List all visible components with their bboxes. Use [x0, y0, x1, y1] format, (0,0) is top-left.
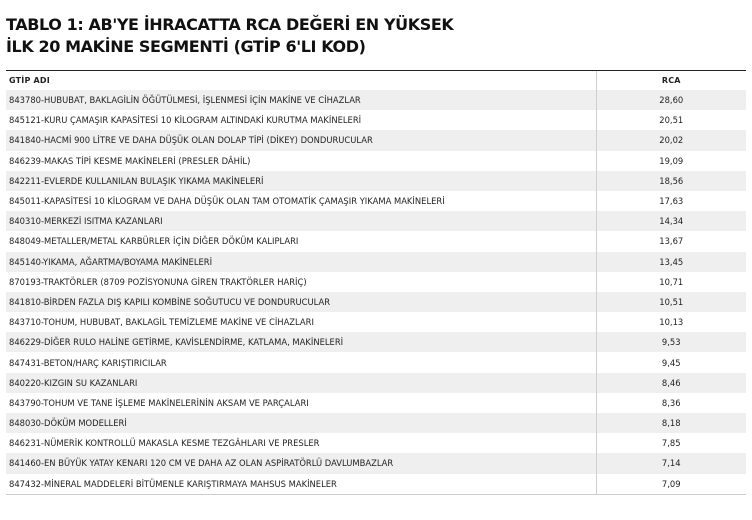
table-bottom-rule — [6, 494, 746, 495]
column-header-gtip-adi: GTİP ADI — [6, 71, 596, 90]
rca-table — [6, 71, 746, 494]
rca-value-cell: 13,45 — [596, 252, 746, 272]
table-row — [6, 231, 746, 251]
table-body — [6, 90, 746, 494]
gtip-name-cell: 840310-MERKEZİ ISITMA KAZANLARI — [6, 211, 596, 231]
table-header-row — [6, 71, 746, 90]
gtip-name-cell: 846229-DİĞER RULO HALİNE GETİRME, KAVİSLENDİRME, KATLAMA, MAKİNELERİ — [6, 332, 596, 352]
gtip-name-cell: 843710-TOHUM, HUBUBAT, BAKLAGİL TEMİZLEME MAKİNE VE CİHAZLARI — [6, 312, 596, 332]
rca-value-cell: 8,46 — [596, 373, 746, 393]
gtip-name-cell: 845011-KAPASİTESİ 10 KİLOGRAM VE DAHA DÜŞÜK OLAN TAM OTOMATİK ÇAMAŞIR YIKAMA MAKİNELERİ — [6, 191, 596, 211]
table-row — [6, 332, 746, 352]
table-row — [6, 474, 746, 494]
table-row — [6, 130, 746, 150]
rca-value-cell: 9,53 — [596, 332, 746, 352]
rca-value-cell: 7,09 — [596, 474, 746, 494]
gtip-name-cell: 841840-HACMİ 900 LİTRE VE DAHA DÜŞÜK OLAN DOLAP TİPİ (DİKEY) DONDURUCULAR — [6, 130, 596, 150]
rca-value-cell: 14,34 — [596, 211, 746, 231]
rca-table-container — [6, 70, 746, 495]
gtip-name-cell: 846231-NÜMERİK KONTROLLÜ MAKASLA KESME TEZGÂHLARI VE PRESLER — [6, 433, 596, 453]
table-title — [6, 14, 746, 58]
gtip-name-cell: 845121-KURU ÇAMAŞIR KAPASİTESİ 10 KİLOGRAM ALTINDAKİ KURUTMA MAKİNELERİ — [6, 110, 596, 130]
gtip-name-cell: 845140-YIKAMA, AĞARTMA/BOYAMA MAKİNELERİ — [6, 252, 596, 272]
table-row — [6, 90, 746, 110]
rca-value-cell: 28,60 — [596, 90, 746, 110]
table-row — [6, 252, 746, 272]
table-row — [6, 110, 746, 130]
gtip-name-cell: 847431-BETON/HARÇ KARIŞTIRICILAR — [6, 352, 596, 372]
rca-value-cell: 8,18 — [596, 413, 746, 433]
gtip-name-cell: 846239-MAKAS TİPİ KESME MAKİNELERİ (PRESLER DÂHİL) — [6, 151, 596, 171]
rca-value-cell: 18,56 — [596, 171, 746, 191]
table-row — [6, 151, 746, 171]
rca-value-cell: 7,85 — [596, 433, 746, 453]
table-row — [6, 211, 746, 231]
rca-value-cell: 13,67 — [596, 231, 746, 251]
table-row — [6, 453, 746, 473]
gtip-name-cell: 848049-METALLER/METAL KARBÜRLER İÇİN DİĞER DÖKÜM KALIPLARI — [6, 231, 596, 251]
rca-value-cell: 7,14 — [596, 453, 746, 473]
gtip-name-cell: 848030-DÖKÜM MODELLERİ — [6, 413, 596, 433]
column-header-rca: RCA — [661, 76, 681, 85]
table-title-line-2: İLK 20 MAKİNE SEGMENTİ (GTİP 6'LI KOD) — [6, 37, 366, 56]
rca-value-cell: 9,45 — [596, 352, 746, 372]
table-row — [6, 312, 746, 332]
table-row — [6, 413, 746, 433]
gtip-name-cell: 840220-KIZGIN SU KAZANLARI — [6, 373, 596, 393]
rca-value-cell: 10,71 — [596, 272, 746, 292]
rca-value-cell: 10,51 — [596, 292, 746, 312]
table-row — [6, 352, 746, 372]
rca-value-cell: 10,13 — [596, 312, 746, 332]
rca-value-cell: 20,02 — [596, 130, 746, 150]
gtip-name-cell: 841460-EN BÜYÜK YATAY KENARI 120 CM VE DAHA AZ OLAN ASPİRATÖRLÜ DAVLUMBAZLAR — [6, 453, 596, 473]
table-row — [6, 272, 746, 292]
gtip-name-cell: 843780-HUBUBAT, BAKLAGİLİN ÖĞÜTÜLMESİ, İŞLENMESİ İÇİN MAKİNE VE CİHAZLAR — [6, 90, 596, 110]
gtip-name-cell: 847432-MİNERAL MADDELERİ BİTÜMENLE KARIŞTIRMAYA MAHSUS MAKİNELER — [6, 474, 596, 494]
gtip-name-cell: 843790-TOHUM VE TANE İŞLEME MAKİNELERİNİN AKSAM VE PARÇALARI — [6, 393, 596, 413]
rca-value-cell: 19,09 — [596, 151, 746, 171]
rca-value-cell: 8,36 — [596, 393, 746, 413]
table-title-line-1: TABLO 1: AB'YE İHRACATTA RCA DEĞERİ EN YÜKSEK — [6, 15, 454, 34]
table-row — [6, 373, 746, 393]
table-row — [6, 433, 746, 453]
rca-value-cell: 20,51 — [596, 110, 746, 130]
table-row — [6, 171, 746, 191]
gtip-name-cell: 870193-TRAKTÖRLER (8709 POZİSYONUNA GİREN TRAKTÖRLER HARİÇ) — [6, 272, 596, 292]
gtip-name-cell: 842211-EVLERDE KULLANILAN BULAŞIK YIKAMA MAKİNELERİ — [6, 171, 596, 191]
table-row — [6, 191, 746, 211]
rca-value-cell: 17,63 — [596, 191, 746, 211]
table-row — [6, 393, 746, 413]
table-row — [6, 292, 746, 312]
gtip-name-cell: 841810-BİRDEN FAZLA DIŞ KAPILI KOMBİNE SOĞUTUCU VE DONDURUCULAR — [6, 292, 596, 312]
